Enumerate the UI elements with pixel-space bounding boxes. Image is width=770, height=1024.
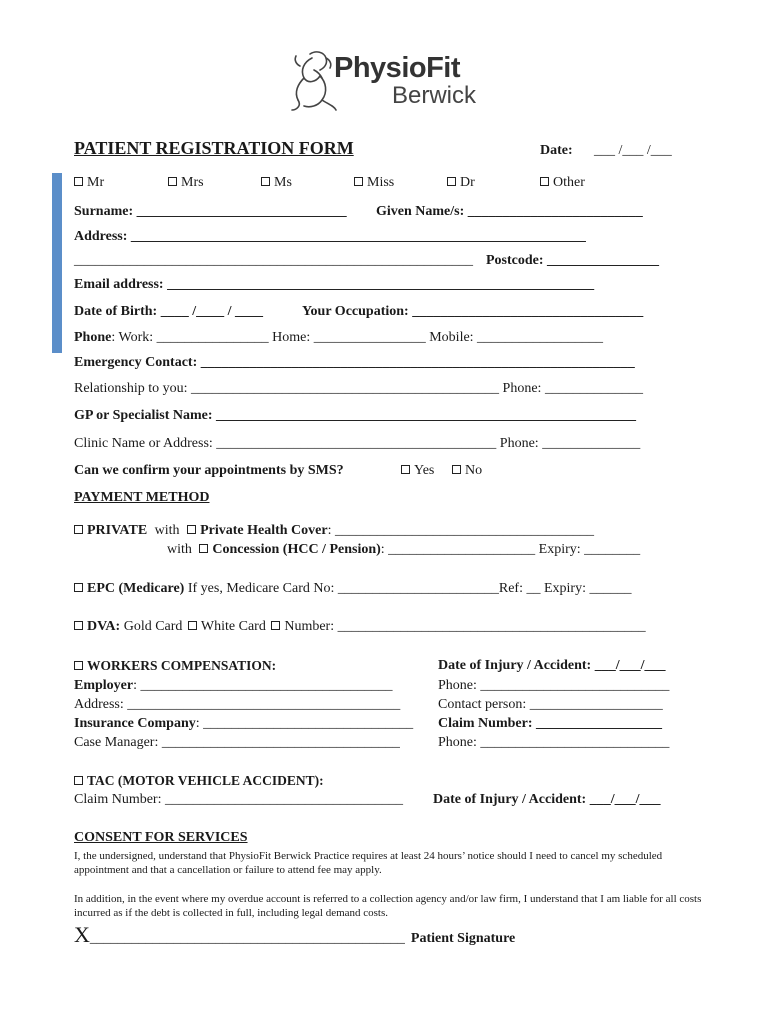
title-option-miss[interactable] (354, 175, 394, 191)
surname-field[interactable]: Surname: ______________________________ (74, 204, 347, 219)
epc-label: EPC (Medicare) (87, 581, 185, 596)
private-label: PRIVATE (87, 523, 148, 538)
date-field[interactable]: ___ /___ /___ (594, 143, 672, 158)
signature-row[interactable] (74, 922, 515, 948)
logo-brand: PhysioFit (334, 52, 461, 84)
tac-doi-field[interactable]: Date of Injury / Accident: ___/___/___ (433, 792, 661, 807)
given-names-field[interactable]: Given Name/s: _________________________ (376, 204, 643, 219)
workers-comp-heading[interactable] (74, 658, 276, 674)
insurance-company-blank[interactable]: : ______________________________ (195, 716, 414, 731)
checkbox[interactable] (74, 525, 83, 534)
workers-doi-field[interactable]: Date of Injury / Accident: ___/___/___ (438, 658, 666, 673)
occupation-field[interactable]: Your Occupation: _________________________________ (302, 304, 644, 319)
relationship-field[interactable]: Relationship to you: ____________________________________________ Phone: ______________ (74, 381, 643, 396)
gold-card-label: Gold Card (123, 619, 183, 634)
gp-name-field[interactable]: GP or Specialist Name: ____________________________________________________________ (74, 408, 637, 423)
checkbox[interactable] (199, 544, 208, 553)
phone-fields[interactable]: : Work: ________________ Home: ________________ Mobile: __________________ (111, 330, 604, 345)
consent-heading: CONSENT FOR SERVICES (74, 830, 248, 845)
payment-heading: PAYMENT METHOD (74, 490, 210, 505)
with-label: with (154, 523, 180, 538)
signature-label: Patient Signature (410, 931, 516, 946)
case-manager-phone-field[interactable]: Phone: ___________________________ (438, 735, 670, 750)
checkbox[interactable] (354, 177, 363, 186)
address-field[interactable]: Address: _________________________________________________________________ (74, 229, 586, 244)
workers-phone-field[interactable]: Phone: ___________________________ (438, 678, 670, 693)
date-label: Date: (540, 143, 573, 158)
tac-label: TAC (MOTOR VEHICLE ACCIDENT): (87, 773, 324, 788)
address-line2-field[interactable]: _________________________________________________________ (74, 253, 473, 268)
checkbox[interactable] (401, 465, 410, 474)
title-label: Other (553, 175, 585, 190)
workers-comp-label: WORKERS COMPENSATION: (87, 658, 277, 673)
consent-paragraph-2: In addition, in the event where my overdue account is referred to a collection agency and/or law firm, I understand that I am liable for all costs incurred as if the debt is collected in full, including legal demand costs. (74, 893, 702, 919)
with-label: with (167, 542, 192, 557)
dva-number-field[interactable]: Number: ____________________________________________ (284, 619, 646, 634)
tac-claim-field[interactable]: Claim Number: __________________________________ (74, 792, 403, 807)
checkbox[interactable] (188, 621, 197, 630)
phone-row[interactable] (74, 330, 603, 346)
checkbox[interactable] (187, 525, 196, 534)
epc-row[interactable] (74, 581, 631, 597)
logo-location: Berwick (392, 82, 477, 109)
email-field[interactable]: Email address: _____________________________________________________________ (74, 277, 595, 292)
sms-no-label: No (465, 463, 483, 478)
concession-row[interactable] (167, 542, 640, 558)
checkbox[interactable] (74, 177, 83, 186)
employer-label: Employer (74, 678, 134, 693)
page-title: PATIENT REGISTRATION FORM (74, 138, 354, 158)
title-label: Mrs (181, 175, 204, 190)
title-option-other[interactable] (540, 175, 585, 191)
phone-label: Phone (74, 330, 112, 345)
signature-line[interactable]: _____________________________________________ (89, 931, 405, 946)
concession-field[interactable]: : _____________________ Expiry: ________ (380, 542, 641, 557)
private-row[interactable] (74, 523, 594, 539)
title-option-ms[interactable] (261, 175, 292, 191)
checkbox[interactable] (74, 661, 83, 670)
signature-x: X (74, 922, 90, 947)
sms-no-option[interactable] (452, 463, 482, 479)
private-health-cover-field[interactable]: : _____________________________________ (327, 523, 594, 538)
employer-field[interactable] (74, 678, 393, 694)
title-label: Dr (460, 175, 475, 190)
checkbox[interactable] (261, 177, 270, 186)
consent-paragraph-1: I, the undersigned, understand that PhysioFit Berwick Practice requires at least 24 hours’ notice should I need to cancel my scheduled appointment and that a cancellation or failure to attend fee may apply. (74, 850, 663, 876)
case-manager-field[interactable]: Case Manager: __________________________________ (74, 735, 400, 750)
employer-blank[interactable]: : ____________________________________ (133, 678, 393, 693)
concession-label: Concession (HCC / Pension) (212, 542, 381, 557)
title-label: Mr (87, 175, 105, 190)
clinic-field[interactable]: Clinic Name or Address: ________________________________________ Phone: ______________ (74, 436, 641, 451)
checkbox[interactable] (452, 465, 461, 474)
private-health-cover-label: Private Health Cover (200, 523, 328, 538)
checkbox[interactable] (540, 177, 549, 186)
checkbox[interactable] (168, 177, 177, 186)
sms-yes-option[interactable] (401, 463, 434, 479)
title-option-mrs[interactable] (168, 175, 204, 191)
checkbox[interactable] (447, 177, 456, 186)
emergency-contact-field[interactable]: Emergency Contact: ______________________________________________________________ (74, 355, 635, 370)
white-card-label: White Card (200, 619, 266, 634)
title-label: Miss (367, 175, 395, 190)
checkbox[interactable] (74, 776, 83, 785)
logo (290, 48, 490, 114)
postcode-field[interactable]: Postcode: ________________ (486, 253, 660, 268)
medicare-card-field[interactable]: If yes, Medicare Card No: _______________________Ref: __ Expiry: ______ (184, 581, 632, 596)
contact-person-field[interactable]: Contact person: ___________________ (438, 697, 663, 712)
sms-yes-label: Yes (414, 463, 435, 478)
dva-row[interactable] (74, 619, 646, 635)
claim-number-field[interactable]: Claim Number: __________________ (438, 716, 662, 731)
dob-field[interactable]: Date of Birth: ____ /____ / ____ (74, 304, 263, 319)
checkbox[interactable] (271, 621, 280, 630)
title-label: Ms (274, 175, 292, 190)
sms-question: Can we confirm your appointments by SMS? (74, 463, 344, 478)
workers-address-field[interactable]: Address: _______________________________________ (74, 697, 401, 712)
insurance-company-field[interactable] (74, 716, 413, 732)
tac-heading[interactable] (74, 773, 324, 789)
checkbox[interactable] (74, 621, 83, 630)
title-option-mr[interactable] (74, 175, 104, 191)
insurance-company-label: Insurance Company (74, 716, 196, 731)
dva-label: DVA: (87, 619, 121, 634)
runner-logo-icon (290, 48, 338, 114)
title-option-dr[interactable] (447, 175, 475, 191)
checkbox[interactable] (74, 583, 83, 592)
sidebar-accent-bar (52, 173, 62, 353)
